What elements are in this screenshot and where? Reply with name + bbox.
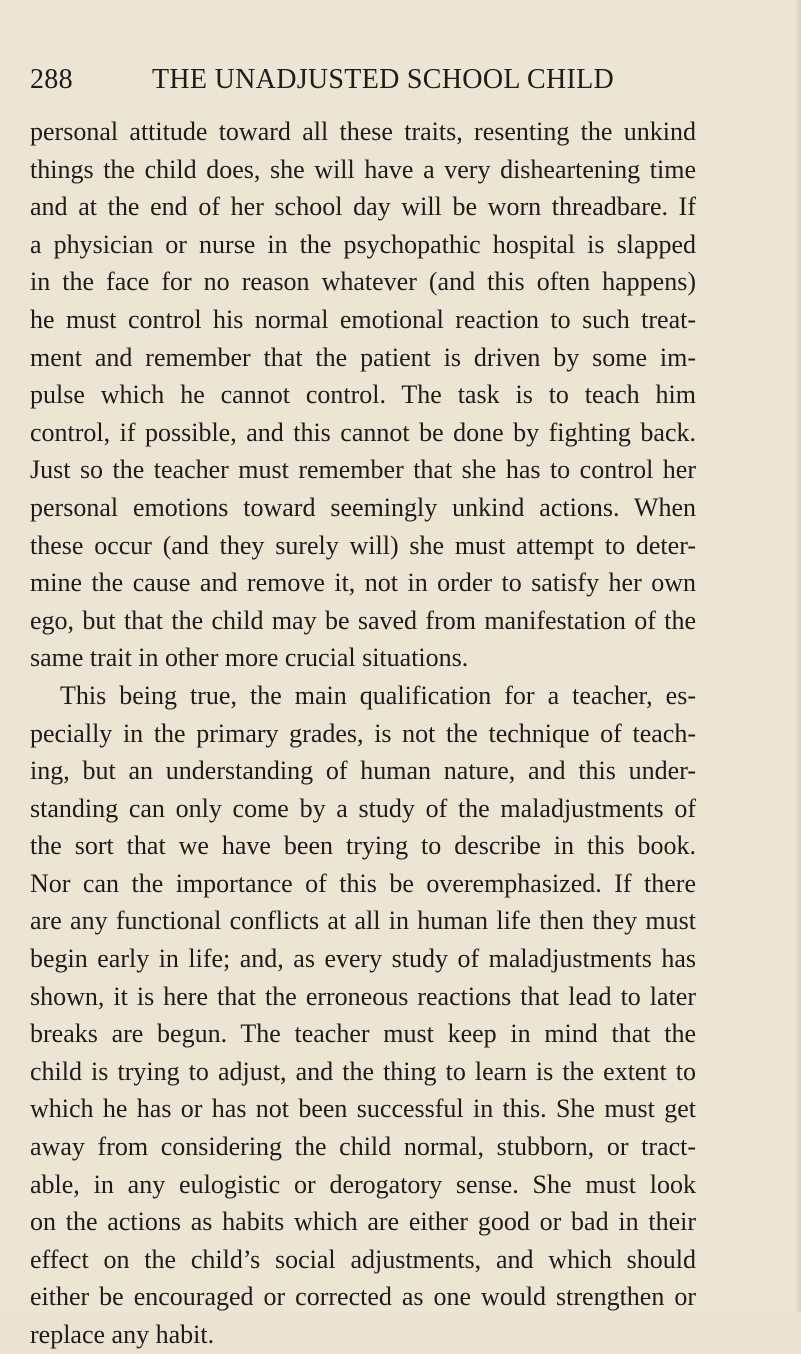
text-line: pulse which he cannot control. The task is to teach him	[30, 380, 696, 410]
text-line: begin early in life; and, as every study of maladjustments has	[30, 944, 696, 974]
text-line: breaks are begun. The teacher must keep in mind that the	[30, 1019, 696, 1049]
text-line: able, in any eulogistic or derogatory sense. She must look	[30, 1169, 696, 1199]
running-title: THE UNADJUSTED SCHOOL CHILD	[152, 64, 615, 95]
text-line: effect on the child’s social adjustments, and which should	[30, 1244, 696, 1274]
text-line: which he has or has not been successful in this. She must get	[30, 1094, 696, 1124]
paragraph-first-line: This being true, the main qualification for a teacher, es-	[60, 680, 696, 710]
text-line: Nor can the importance of this be overemphasized. If there	[30, 868, 696, 898]
text-line: personal attitude toward all these traits, resenting the unkind	[30, 117, 696, 146]
text-line: Just so the teacher must remember that she has to control her	[30, 455, 696, 485]
text-line: control, if possible, and this cannot be done by fighting back.	[30, 417, 696, 447]
paragraph-end-line: replace any habit.	[30, 1320, 215, 1349]
running-header	[30, 60, 690, 100]
body-text	[30, 113, 696, 1354]
page-edge-shadow	[795, 0, 801, 1312]
text-line: mine the cause and remove it, not in order to satisfy her own	[30, 568, 696, 598]
text-line: ing, but an understanding of human nature, and this under-	[30, 756, 696, 786]
text-line: on the actions as habits which are either good or bad in their	[30, 1207, 696, 1237]
text-line: away from considering the child normal, stubborn, or tract-	[30, 1132, 696, 1162]
text-line: ego, but that the child may be saved from manifestation of the	[30, 605, 696, 635]
text-line: personal emotions toward seemingly unkind actions. When	[30, 492, 696, 522]
text-line: are any functional conflicts at all in human life then they must	[30, 906, 696, 936]
text-line: a physician or nurse in the psychopathic hospital is slapped	[30, 229, 696, 259]
text-line: these occur (and they surely will) she must attempt to deter-	[30, 530, 696, 560]
text-line: shown, it is here that the erroneous reactions that lead to later	[30, 981, 696, 1011]
text-line: standing can only come by a study of the maladjustments of	[30, 793, 696, 823]
text-line: in the face for no reason whatever (and this often happens)	[30, 267, 696, 297]
text-line: either be encouraged or corrected as one would strengthen or	[30, 1282, 696, 1312]
text-line: the sort that we have been trying to describe in this book.	[30, 831, 696, 861]
text-line: child is trying to adjust, and the thing to learn is the extent to	[30, 1056, 696, 1086]
paragraph-end-line: same trait in other more crucial situations.	[30, 643, 469, 673]
page-number: 288	[30, 64, 73, 95]
text-line: he must control his normal emotional reaction to such treat-	[30, 304, 696, 334]
text-line: and at the end of her school day will be worn threadbare. If	[30, 192, 696, 222]
text-line: ment and remember that the patient is driven by some im-	[30, 342, 696, 372]
text-line: things the child does, she will have a very disheartening time	[30, 154, 696, 184]
text-line: pecially in the primary grades, is not the technique of teach-	[30, 718, 696, 748]
